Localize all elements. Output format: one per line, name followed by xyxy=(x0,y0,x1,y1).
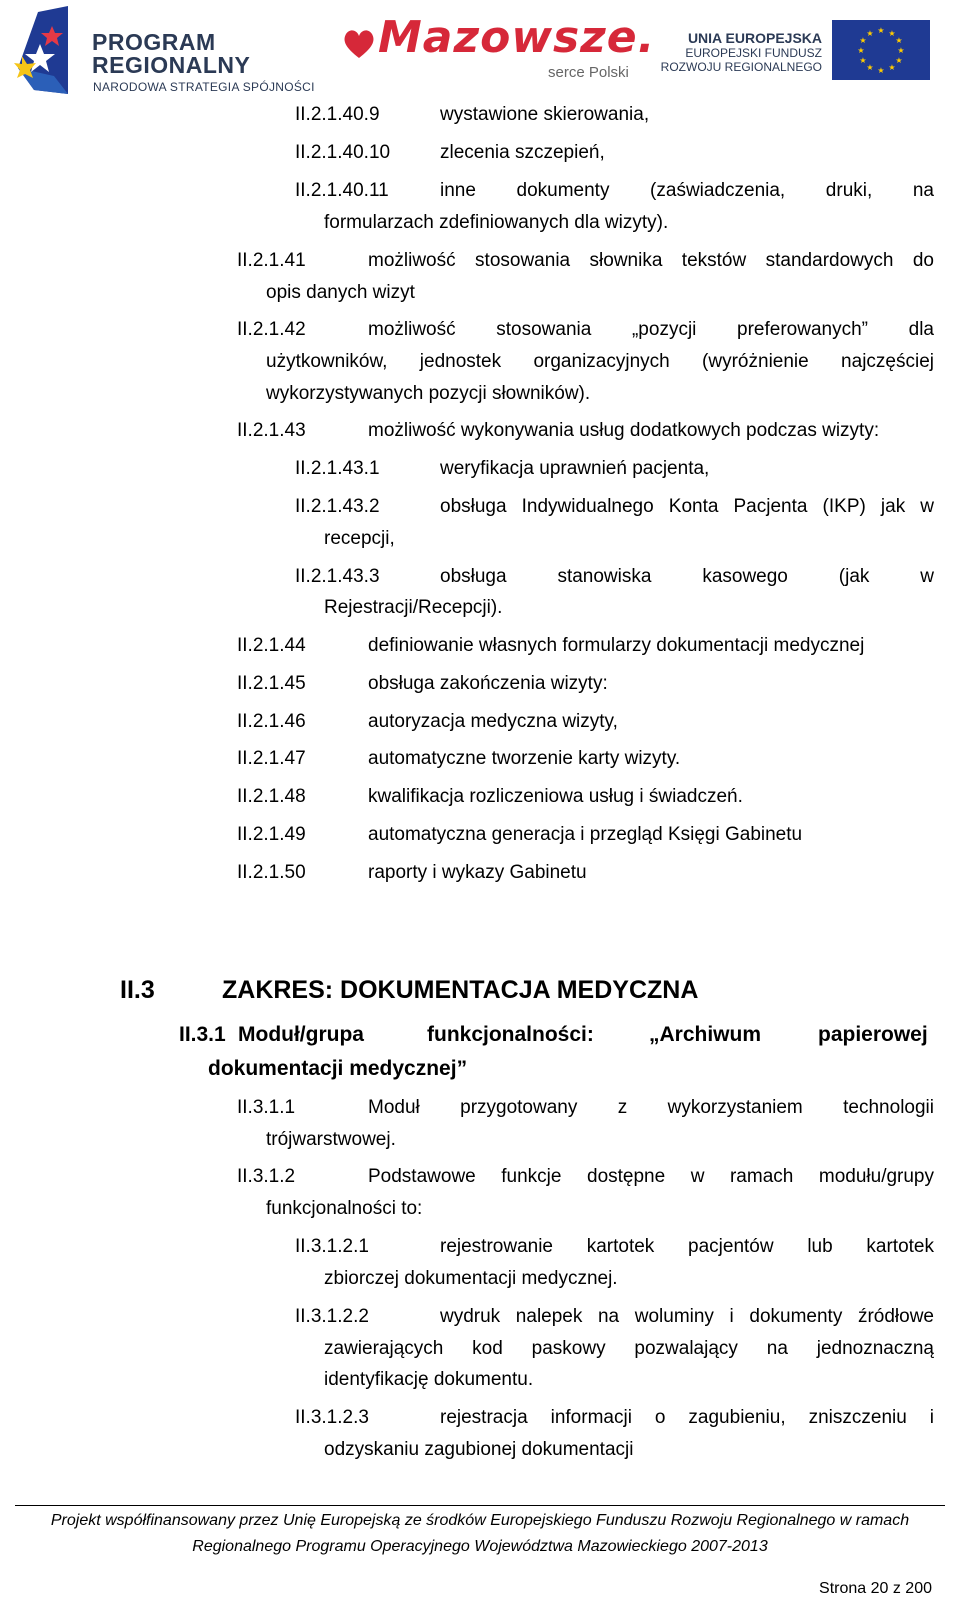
eu-logo-line3: ROZWOJU REGIONALNEGO xyxy=(660,60,822,74)
item-text: zlecenia szczepień, xyxy=(440,142,605,163)
eu-logo-line2: EUROPEJSKI FUNDUSZ xyxy=(685,46,822,60)
item-text: inne dokumenty (zaświadczenia, druki, na xyxy=(440,180,934,201)
program-logo-line1: PROGRAM xyxy=(92,29,216,55)
item-number: II.2.1.42 xyxy=(237,319,306,340)
item-number: II.2.1.50 xyxy=(237,862,306,883)
program-regionalny-star-icon xyxy=(14,6,88,98)
program-logo-line2: REGIONALNY xyxy=(92,52,251,78)
svg-text:★: ★ xyxy=(866,29,874,38)
item-number: II.2.1.40.11 xyxy=(295,180,389,201)
item-number: II.2.1.45 xyxy=(237,673,306,694)
subsection-title-part: funkcjonalności: xyxy=(427,1023,594,1046)
svg-text:★: ★ xyxy=(859,56,867,65)
item-text: wystawione skierowania, xyxy=(440,104,650,125)
subsection-title-part: Moduł/grupa xyxy=(238,1023,364,1046)
footer-line1: Projekt współfinansowany przez Unię Europejską ze środków Europejskiego Funduszu Rozwoju Regionalnego w ramach xyxy=(50,1512,910,1529)
svg-text:★: ★ xyxy=(888,29,896,38)
subsection-number: II.3.1 xyxy=(179,1023,226,1046)
item-number: II.3.1.2.2 xyxy=(295,1306,369,1327)
eu-flag-icon xyxy=(832,20,930,80)
subsection-title-part: papierowej xyxy=(818,1023,928,1046)
svg-text:★: ★ xyxy=(895,36,903,45)
item-text: obsługa Indywidualnego Konta Pacjenta (IKP) jak w xyxy=(440,496,934,517)
mazowsze-tagline: serce Polski xyxy=(548,64,629,81)
item-text-cont: identyfikację dokumentu. xyxy=(324,1369,534,1390)
item-number: II.2.1.40.9 xyxy=(295,104,380,125)
item-text: definiowanie własnych formularzy dokumentacji medycznej xyxy=(368,635,865,656)
item-text: wydruk nalepek na woluminy i dokumenty źródłowe xyxy=(440,1306,934,1327)
item-text-cont: odzyskaniu zagubionej dokumentacji xyxy=(324,1439,634,1460)
svg-text:★: ★ xyxy=(895,56,903,65)
item-number: II.3.1.2 xyxy=(237,1166,296,1187)
item-text: możliwość wykonywania usług dodatkowych podczas wizyty: xyxy=(368,420,880,441)
item-text: rejestrowanie kartotek pacjentów lub kartotek xyxy=(440,1236,934,1257)
item-number: II.2.1.44 xyxy=(237,635,306,656)
item-text-cont: użytkowników, jednostek organizacyjnych (wyróżnienie najczęściej xyxy=(266,351,934,372)
svg-text:★: ★ xyxy=(859,36,867,45)
item-text: autoryzacja medyczna wizyty, xyxy=(368,711,618,732)
item-text: możliwość stosowania „pozycji preferowanych” dla xyxy=(368,319,934,340)
item-number: II.2.1.49 xyxy=(237,824,306,845)
mazowsze-wordmark: Mazowsze. xyxy=(378,12,656,63)
item-text-cont: zawierających kod paskowy pozwalający na jednoznaczną xyxy=(324,1338,934,1359)
page-number: Strona 20 z 200 xyxy=(819,1580,932,1597)
item-text-cont: funkcjonalności to: xyxy=(266,1198,423,1219)
item-text: obsługa stanowiska kasowego (jak w xyxy=(440,566,934,587)
item-text: rejestracja informacji o zagubieniu, zniszczeniu i xyxy=(440,1407,934,1428)
item-text-cont: Rejestracji/Recepcji). xyxy=(324,597,503,618)
item-number: II.3.1.1 xyxy=(237,1097,296,1118)
svg-text:★: ★ xyxy=(888,63,896,72)
item-number: II.3.1.2.1 xyxy=(295,1236,369,1257)
item-number: II.2.1.47 xyxy=(237,748,306,769)
section-number: II.3 xyxy=(120,976,155,1004)
page-header xyxy=(0,0,960,100)
item-text-cont: opis danych wizyt xyxy=(266,282,415,303)
item-number: II.2.1.43 xyxy=(237,420,306,441)
item-number: II.2.1.43.1 xyxy=(295,458,380,479)
svg-text:★: ★ xyxy=(866,63,874,72)
footer-line2: Regionalnego Programu Operacyjnego Województwa Mazowieckiego 2007-2013 xyxy=(192,1538,768,1555)
item-text-cont: recepcji, xyxy=(324,528,395,549)
heart-icon xyxy=(342,28,376,60)
eu-logo xyxy=(660,26,930,90)
eu-logo-line1: UNIA EUROPEJSKA xyxy=(687,30,822,46)
svg-text:★: ★ xyxy=(877,26,885,35)
item-number: II.3.1.2.3 xyxy=(295,1407,369,1428)
item-text: Podstawowe funkcje dostępne w ramach modułu/grupy xyxy=(368,1166,934,1187)
item-number: II.2.1.41 xyxy=(237,250,306,271)
item-number: II.2.1.46 xyxy=(237,711,306,732)
item-text-cont: wykorzystywanych pozycji słowników). xyxy=(266,383,591,404)
item-text-cont: trójwarstwowej. xyxy=(266,1129,396,1150)
item-text: Moduł przygotowany z wykorzystaniem technologii xyxy=(368,1097,934,1118)
svg-text:★: ★ xyxy=(897,46,905,55)
footer-divider xyxy=(15,1505,945,1506)
subsection-title-line2: dokumentacji medycznej” xyxy=(208,1057,468,1080)
svg-text:★: ★ xyxy=(877,66,885,75)
mazowsze-logo xyxy=(342,12,656,88)
item-text: automatyczne tworzenie karty wizyty. xyxy=(368,748,681,769)
item-text-cont: formularzach zdefiniowanych dla wizyty). xyxy=(324,212,669,233)
subsection-title-part: „Archiwum xyxy=(649,1023,762,1046)
section-title: ZAKRES: DOKUMENTACJA MEDYCZNA xyxy=(222,976,699,1004)
item-text: automatyczna generacja i przegląd Księgi Gabinetu xyxy=(368,824,803,845)
item-number: II.2.1.48 xyxy=(237,786,306,807)
program-logo-line3: NARODOWA STRATEGIA SPÓJNOŚCI xyxy=(93,80,315,94)
item-text-cont: zbiorczej dokumentacji medycznej. xyxy=(324,1268,618,1289)
program-regionalny-logo xyxy=(14,6,315,98)
item-text: możliwość stosowania słownika tekstów standardowych do xyxy=(368,250,934,271)
svg-text:★: ★ xyxy=(857,46,865,55)
item-number: II.2.1.40.10 xyxy=(295,142,391,163)
item-number: II.2.1.43.3 xyxy=(295,566,380,587)
item-text: obsługa zakończenia wizyty: xyxy=(368,673,608,694)
item-text: raporty i wykazy Gabinetu xyxy=(368,862,587,883)
item-text: weryfikacja uprawnień pacjenta, xyxy=(440,458,710,479)
item-text: kwalifikacja rozliczeniowa usług i świadczeń. xyxy=(368,786,743,807)
item-number: II.2.1.43.2 xyxy=(295,496,380,517)
